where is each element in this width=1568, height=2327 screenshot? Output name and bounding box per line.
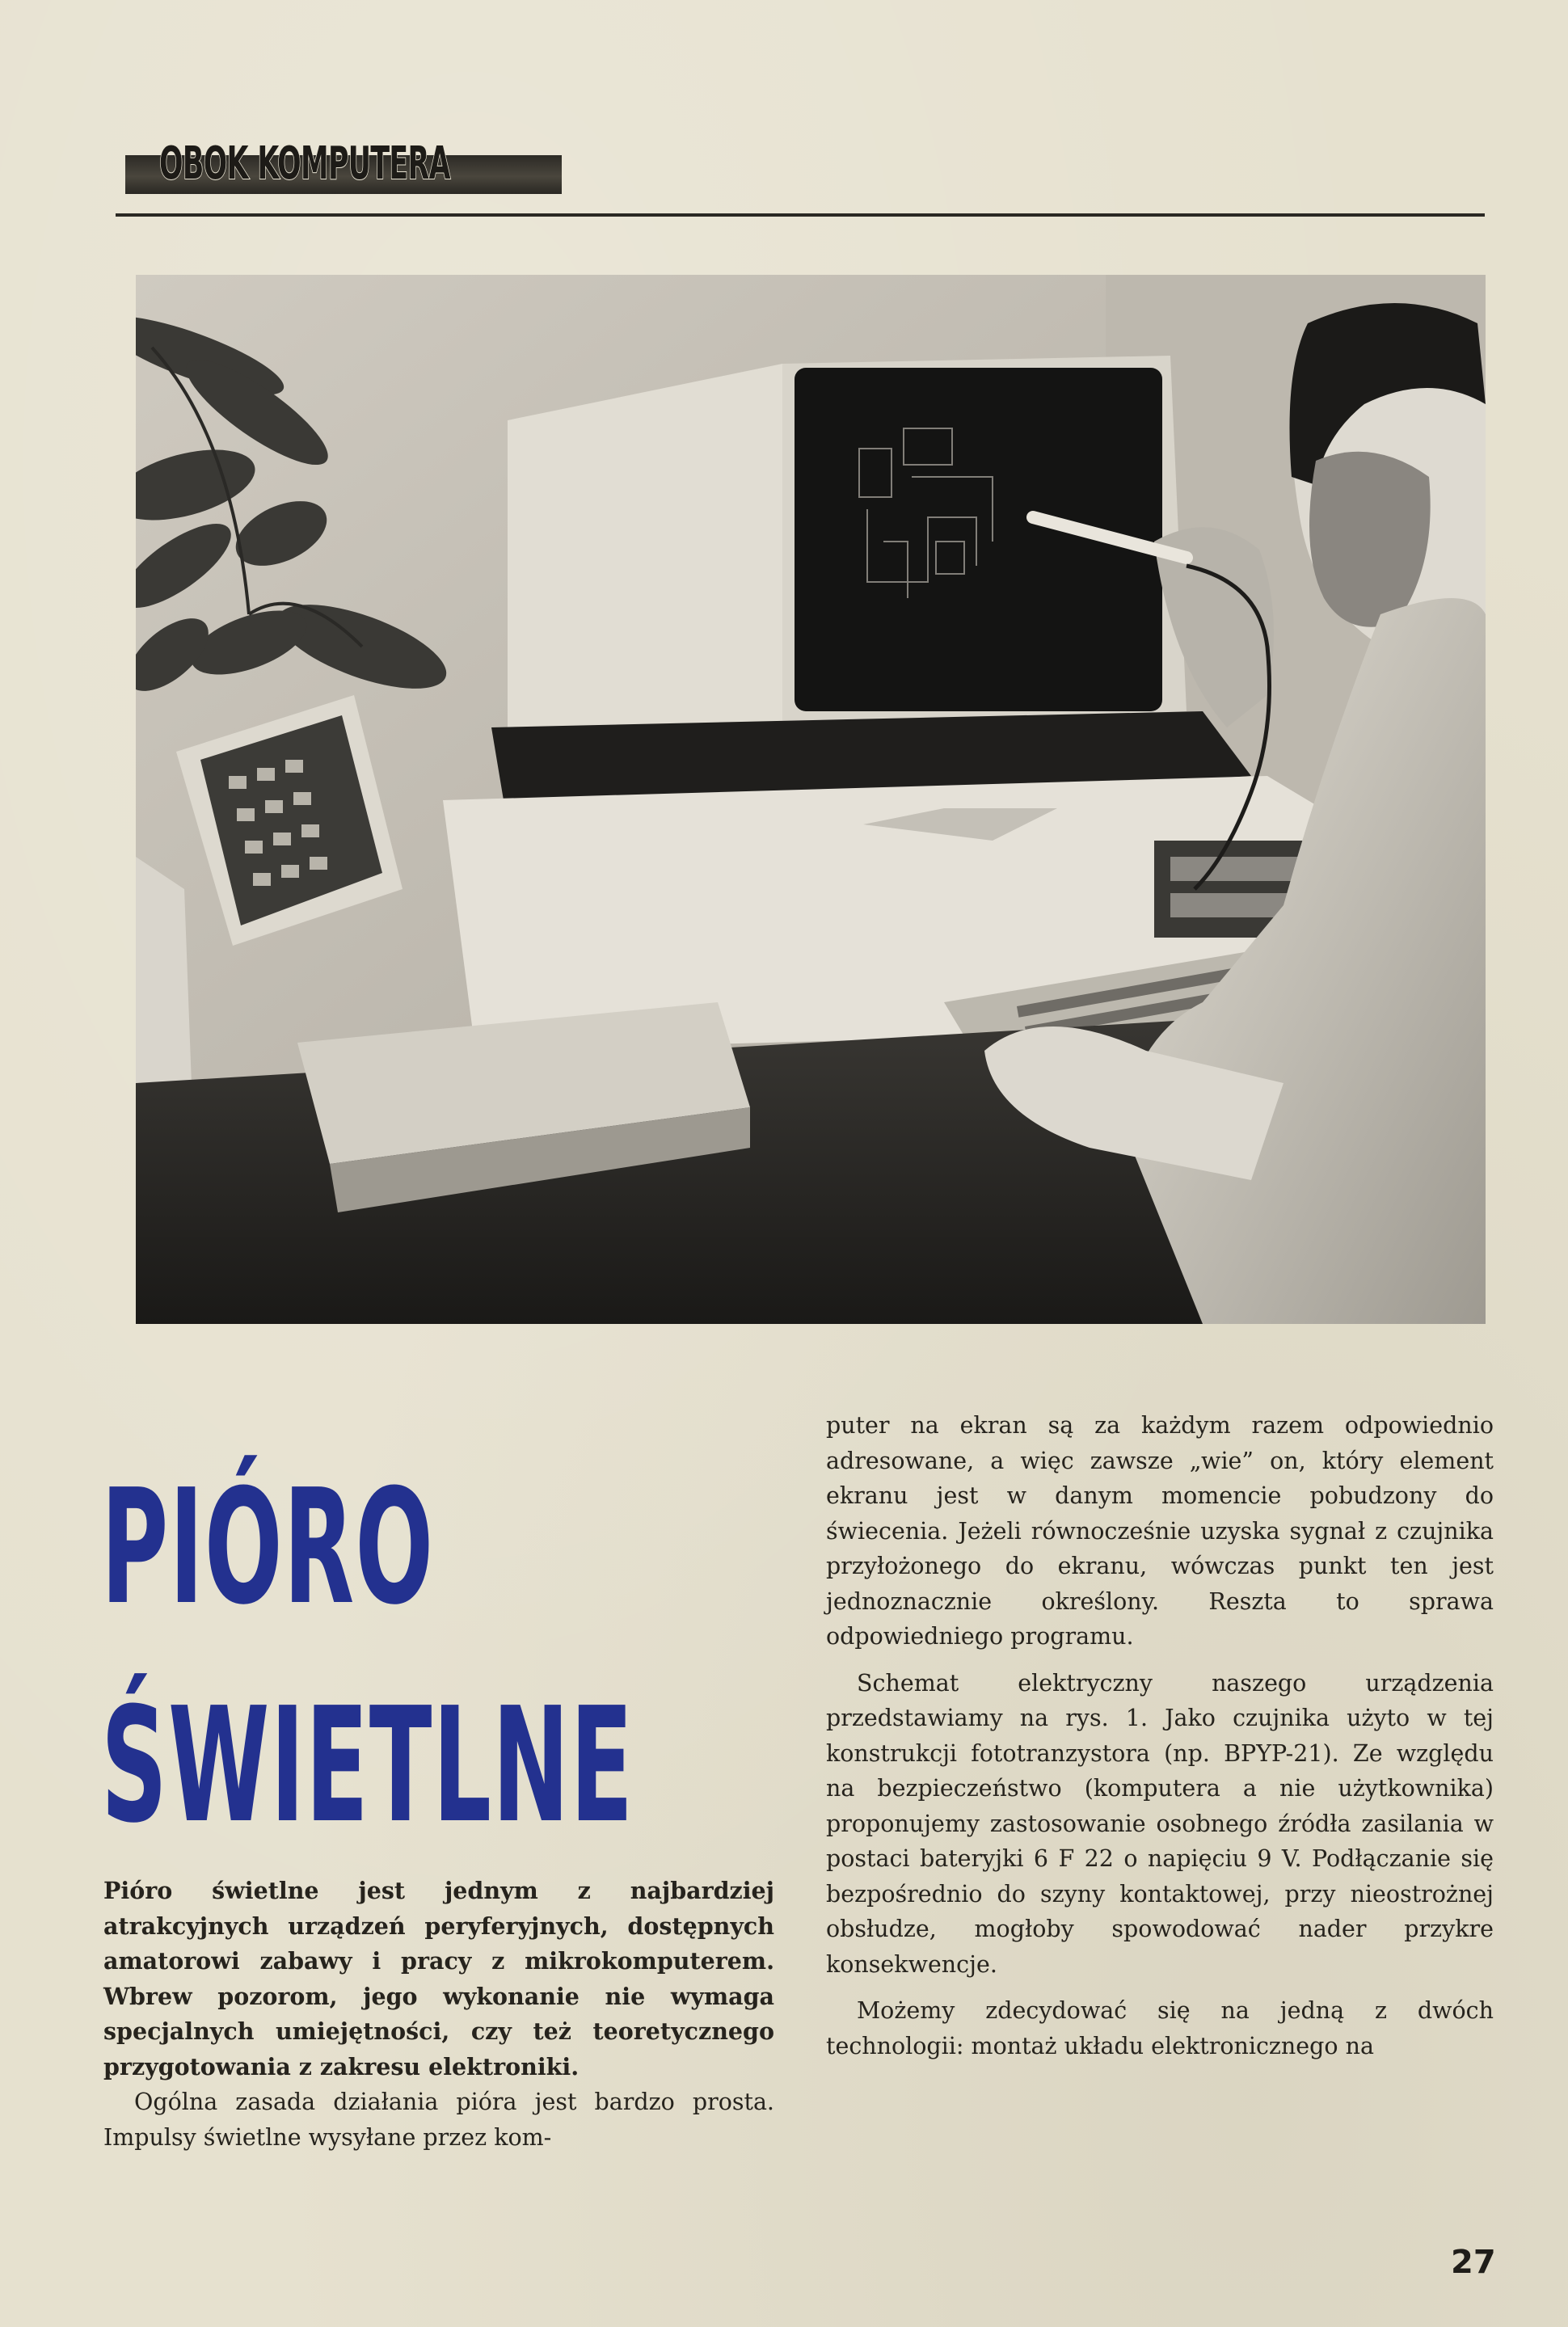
article-title-line-1: PIÓRO: [101, 1456, 435, 1640]
article-paragraph-3: Możemy zdecydować się na jedną z dwóch technologii: montaż układu elektronicznego na: [826, 1997, 1494, 2059]
header-rule: [116, 213, 1485, 217]
article-photo: [136, 275, 1486, 1324]
section-label: OBOK KOMPUTERA: [159, 137, 450, 190]
article-paragraph-1-continued: puter na ekran są za każdym razem odpowiednio adresowane, a więc zawsze „wie” on, który element ekranu jest w danym momencie pobudzony do świecenia. Jeżeli równocześnie uzyska sygnał z czujnika przyłożonego do ekranu, wówczas punkt ten jest jednoznacznie określony. Reszta to sprawa odpowiedniego programu.: [826, 1412, 1494, 1650]
page-number: 27: [1451, 2244, 1496, 2281]
article-lead: Pióro świetlne jest jednym z najbardziej atrakcyjnych urządzeń peryferyjnych, dostępnych amatorowi zabawy i pracy z mikrokomputerem. Wbrew pozorom, jego wykonanie nie wymaga specjalnych umiejętności, czy też teoretycznego przygotowania z zakresu elektroniki.: [103, 1877, 774, 2080]
photo-of-man-using-light-pen-on-computer-screen: [136, 275, 1486, 1324]
section-header: [125, 137, 562, 194]
article-paragraph-2: Schemat elektryczny naszego urządzenia przedstawiamy na rys. 1. Jako czujnika użyto w tej konstrukcji fototranzystora (np. BPYP-21). Ze względu na bezpieczeństwo (komputera a nie użytkownika) proponujemy zastosowanie osobnego źródła zasilania w postaci bateryjki 6 F 22 o napięciu 9 V. Podłączanie się bezpośrednio do szyny kontaktowej, przy nieostrożnej obsłudze, mogłoby spowodować nader przykre konsekwencje.: [826, 1669, 1494, 1978]
left-column: [103, 1874, 774, 2155]
article-title-line-2: ŚWIETLNE: [101, 1674, 634, 1858]
right-column: [826, 1408, 1494, 2064]
article-paragraph-1-start: Ogólna zasada działania pióra jest bardzo prosta. Impulsy świetlne wysyłane przez kom-: [103, 2089, 774, 2151]
